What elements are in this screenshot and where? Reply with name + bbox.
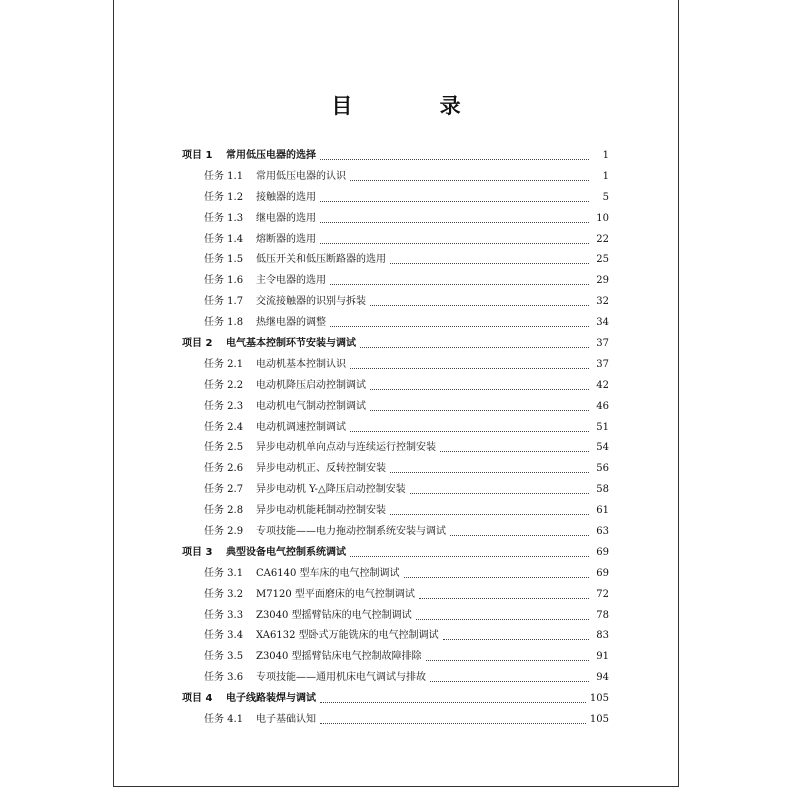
toc-entry-page-number: 69 (596, 546, 609, 558)
toc-entry-page-number: 61 (596, 505, 609, 517)
toc-task-entry[interactable] (182, 376, 609, 397)
toc-task-entry[interactable] (182, 480, 609, 501)
toc-task-entry[interactable] (182, 250, 609, 271)
toc-entry-number: 任务 2.4 (204, 421, 244, 433)
toc-entry-number: 任务 3.1 (204, 567, 244, 579)
toc-entry-page-number: 1 (602, 170, 609, 182)
toc-leader-dots (370, 305, 589, 306)
toc-entry-number: 任务 3.4 (204, 630, 244, 642)
toc-entry-page-number: 94 (596, 672, 609, 684)
toc-entry-label: 电气基本控制环节安装与调试 (226, 338, 356, 350)
toc-leader-dots (320, 723, 586, 724)
toc-entry-number: 任务 3.6 (204, 672, 244, 684)
toc-entry-page-number: 32 (596, 296, 609, 308)
toc-entry-label: 熔断器的选用 (256, 233, 316, 245)
toc-entry-label: CA6140 型车床的电气控制调试 (256, 567, 400, 579)
toc-entry-label: 电子线路装焊与调试 (226, 693, 316, 705)
toc-task-entry[interactable] (182, 167, 609, 188)
toc-entry-number: 任务 1.1 (204, 170, 244, 182)
toc-project-entry[interactable] (182, 334, 609, 355)
toc-task-entry[interactable] (182, 647, 609, 668)
toc-entry-number: 任务 2.2 (204, 379, 244, 391)
toc-entry-page-number: 58 (596, 484, 609, 496)
toc-entry-number: 任务 1.4 (204, 233, 244, 245)
toc-entry-page-number: 83 (596, 630, 609, 642)
toc-task-entry[interactable] (182, 230, 609, 251)
toc-entry-label: 交流接触器的识别与拆装 (256, 296, 366, 308)
table-of-contents (182, 146, 609, 731)
toc-leader-dots (320, 702, 586, 703)
toc-leader-dots (410, 493, 589, 494)
toc-entry-label: 异步电动机正、反转控制安装 (256, 463, 386, 475)
toc-entry-page-number: 22 (596, 233, 609, 245)
toc-task-entry[interactable] (182, 501, 609, 522)
toc-entry-page-number: 105 (589, 693, 609, 705)
toc-leader-dots (370, 389, 589, 390)
toc-entry-number: 任务 2.3 (204, 400, 244, 412)
toc-leader-dots (350, 556, 589, 557)
toc-leader-dots (419, 598, 589, 599)
toc-entry-label: 专项技能——电力拖动控制系统安装与调试 (256, 526, 446, 538)
toc-leader-dots (320, 159, 589, 160)
toc-entry-page-number: 46 (596, 400, 609, 412)
page-title: 目 录 (331, 94, 501, 118)
toc-entry-label: Z3040 型摇臂钻床的电气控制调试 (256, 609, 412, 621)
toc-task-entry[interactable] (182, 397, 609, 418)
toc-entry-label: 专项技能——通用机床电气调试与排故 (256, 672, 426, 684)
toc-entry-number: 任务 1.7 (204, 296, 244, 308)
toc-entry-label: 异步电动机 Y-△降压启动控制安装 (256, 484, 406, 496)
toc-entry-label: 低压开关和低压断路器的选用 (256, 254, 386, 266)
toc-entry-number: 任务 3.2 (204, 588, 244, 600)
toc-entry-page-number: 5 (602, 191, 609, 203)
toc-task-entry[interactable] (182, 710, 609, 731)
toc-entry-page-number: 54 (596, 442, 609, 454)
toc-entry-label: 常用低压电器的认识 (256, 170, 346, 182)
toc-entry-page-number: 78 (596, 609, 609, 621)
toc-entry-number: 任务 3.5 (204, 651, 244, 663)
toc-entry-page-number: 56 (596, 463, 609, 475)
toc-entry-page-number: 51 (596, 421, 609, 433)
toc-entry-label: 热继电器的调整 (256, 317, 326, 329)
toc-entry-label: Z3040 型摇臂钻床电气控制故障排除 (256, 651, 422, 663)
toc-leader-dots (320, 222, 589, 223)
toc-entry-page-number: 63 (596, 526, 609, 538)
toc-task-entry[interactable] (182, 668, 609, 689)
toc-entry-page-number: 69 (596, 567, 609, 579)
toc-entry-number: 项目 2 (182, 338, 213, 350)
toc-leader-dots (430, 681, 589, 682)
toc-leader-dots (390, 472, 589, 473)
toc-entry-page-number: 10 (596, 212, 609, 224)
toc-task-entry[interactable] (182, 626, 609, 647)
toc-entry-label: 接触器的选用 (256, 191, 316, 203)
toc-task-entry[interactable] (182, 418, 609, 439)
toc-entry-label: M7120 型平面磨床的电气控制调试 (256, 588, 415, 600)
toc-entry-label: 主令电器的选用 (256, 275, 326, 287)
toc-entry-number: 项目 4 (182, 693, 213, 705)
toc-entry-number: 任务 4.1 (204, 714, 244, 726)
toc-entry-number: 项目 3 (182, 546, 213, 558)
toc-task-entry[interactable] (182, 438, 609, 459)
toc-entry-label: 电动机电气制动控制调试 (256, 400, 366, 412)
toc-project-entry[interactable] (182, 146, 609, 167)
toc-leader-dots (350, 368, 589, 369)
toc-leader-dots (416, 619, 589, 620)
toc-leader-dots (450, 535, 589, 536)
toc-project-entry[interactable] (182, 543, 609, 564)
toc-entry-page-number: 37 (596, 358, 609, 370)
toc-leader-dots (330, 326, 589, 327)
toc-entry-number: 任务 3.3 (204, 609, 244, 621)
toc-entry-number: 任务 2.7 (204, 484, 244, 496)
toc-task-entry[interactable] (182, 564, 609, 585)
toc-entry-number: 任务 1.5 (204, 254, 244, 266)
toc-task-entry[interactable] (182, 188, 609, 209)
toc-leader-dots (320, 243, 589, 244)
toc-entry-number: 任务 1.2 (204, 191, 244, 203)
toc-entry-page-number: 91 (596, 651, 609, 663)
toc-entry-page-number: 37 (596, 338, 609, 350)
toc-entry-label: 电动机基本控制认识 (256, 358, 346, 370)
toc-entry-label: XA6132 型卧式万能铣床的电气控制调试 (256, 630, 439, 642)
toc-entry-label: 电子基础认知 (256, 714, 316, 726)
toc-entry-page-number: 42 (596, 379, 609, 391)
toc-entry-label: 继电器的选用 (256, 212, 316, 224)
toc-entry-number: 任务 2.5 (204, 442, 244, 454)
toc-project-entry[interactable] (182, 689, 609, 710)
toc-entry-number: 任务 2.1 (204, 358, 244, 370)
toc-entry-number: 任务 1.6 (204, 275, 244, 287)
toc-entry-page-number: 105 (589, 714, 609, 726)
toc-task-entry[interactable] (182, 313, 609, 334)
toc-entry-label: 常用低压电器的选择 (226, 150, 316, 161)
toc-entry-number: 任务 2.9 (204, 526, 244, 538)
toc-entry-number: 任务 2.6 (204, 463, 244, 475)
toc-task-entry[interactable] (182, 606, 609, 627)
toc-task-entry[interactable] (182, 459, 609, 480)
toc-entry-page-number: 72 (596, 588, 609, 600)
toc-entry-page-number: 34 (596, 317, 609, 329)
toc-entry-label: 电动机调速控制调试 (256, 421, 346, 433)
toc-entry-number: 任务 2.8 (204, 505, 244, 517)
toc-leader-dots (404, 577, 589, 578)
toc-task-entry[interactable] (182, 585, 609, 606)
toc-entry-label: 典型设备电气控制系统调试 (226, 546, 346, 558)
toc-entry-page-number: 29 (596, 275, 609, 287)
toc-task-entry[interactable] (182, 209, 609, 230)
toc-leader-dots (426, 660, 589, 661)
toc-task-entry[interactable] (182, 355, 609, 376)
toc-entry-page-number: 25 (596, 254, 609, 266)
toc-entry-label: 异步电动机单向点动与连续运行控制安装 (256, 442, 436, 454)
toc-leader-dots (350, 180, 589, 181)
toc-task-entry[interactable] (182, 522, 609, 543)
toc-leader-dots (350, 431, 589, 432)
toc-entry-number: 项目 1 (182, 150, 213, 161)
toc-leader-dots (360, 347, 589, 348)
toc-leader-dots (370, 410, 589, 411)
toc-entry-label: 异步电动机能耗制动控制安装 (256, 505, 386, 517)
toc-task-entry[interactable] (182, 292, 609, 313)
toc-leader-dots (330, 284, 589, 285)
document-page (113, 0, 679, 787)
toc-leader-dots (390, 514, 589, 515)
toc-leader-dots (440, 451, 589, 452)
toc-task-entry[interactable] (182, 271, 609, 292)
toc-entry-number: 任务 1.8 (204, 317, 244, 329)
toc-entry-label: 电动机降压启动控制调试 (256, 379, 366, 391)
toc-entry-page-number: 1 (602, 150, 609, 161)
toc-leader-dots (443, 639, 589, 640)
toc-entry-number: 任务 1.3 (204, 212, 244, 224)
toc-leader-dots (390, 263, 589, 264)
toc-leader-dots (320, 201, 589, 202)
